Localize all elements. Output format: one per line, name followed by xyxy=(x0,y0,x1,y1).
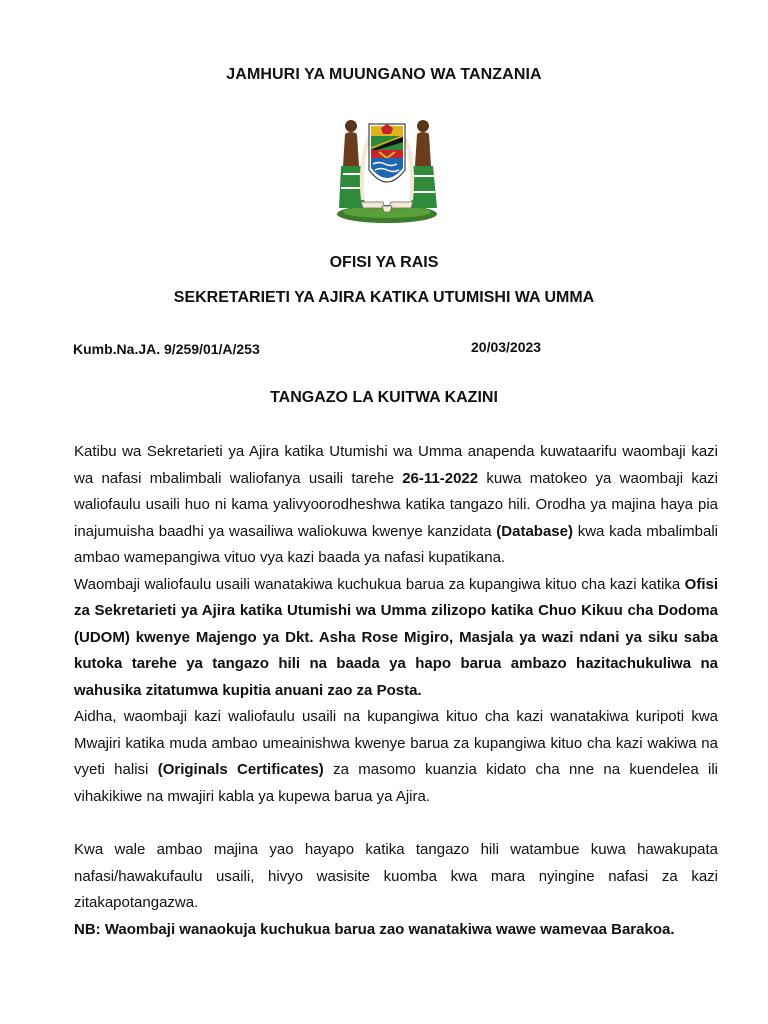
paragraph-results: Katibu wa Sekretarieti ya Ajira katika Utumishi wa Umma anapenda kuwataarifu waombaji kazi wa nafasi mbalimbali waliofanya usaili tarehe 26-11-2022 kuwa matokeo ya waombaji kazi waliofaulu usaili huo ni kama yalivyoorodheshwa katika tangazo hili. Orodha ya majina haya pia inajumuisha baadhi ya wasailiwa waliokuwa kwenye kanzidata (Database) kwa kada mbalimbali ambao wamepangiwa vituo vya kazi baada ya nafasi kupatikana. xyxy=(74,443,718,566)
office-heading: OFISI YA RAIS xyxy=(329,254,439,271)
reference-number: Kumb.Na.JA. 9/259/01/A/253 xyxy=(73,341,260,357)
coat-of-arms-icon xyxy=(325,104,449,228)
paragraph-not-selected: Kwa wale ambao majina yao hayapo katika tangazo hili watambue kuwa hawakupata nafasi/hawakufaulu usaili, hivyo wasisite kuomba kwa mara nyingine nafasi za kazi zitakapotangazwa. xyxy=(74,841,718,911)
secretariat-heading: SEKRETARIETI YA AJIRA KATIKA UTUMISHI WA UMMA xyxy=(173,289,595,306)
country-heading: JAMHURI YA MUUNGANO WA TANZANIA xyxy=(226,66,542,83)
interview-date: 26-11-2022 xyxy=(402,469,479,487)
collection-location: Ofisi za Sekretarieti ya Ajira katika Utumishi wa Umma zilizopo katika Chuo Kikuu cha Dodoma (UDOM) kwenye Majengo ya Dkt. Asha Rose Migiro, Masjala ya wazi ndani ya siku saba kutoka tarehe ya tangazo hili na baada ya hapo barua ambazo hazitachukuliwa na wahusika zitatumwa kupitia anuani zao za Posta. xyxy=(74,575,718,699)
document-date: 20/03/2023 xyxy=(471,339,542,355)
certificates-term: (Originals Certificates) xyxy=(157,761,324,778)
nb-note: NB: Waombaji wanaokuja kuchukua barua zao wanatakiwa wawe wamevaa Barakoa. xyxy=(74,920,675,938)
notice-body xyxy=(74,439,718,943)
paragraph-collection: Waombaji waliofaulu usaili wanatakiwa kuchukua barua za kupangiwa kituo cha kazi katika Ofisi za Sekretarieti ya Ajira katika Utumishi wa Umma zilizopo katika Chuo Kikuu cha Dodoma (UDOM) kwenye Majengo ya Dkt. Asha Rose Migiro, Masjala ya wazi ndani ya siku saba kutoka tarehe ya tangazo hili na baada ya hapo barua ambazo hazitachukuliwa na wahusika zitatumwa kupitia anuani zao za Posta. xyxy=(74,575,718,699)
paragraph-reporting: Aidha, waombaji kazi waliofaulu usaili na kupangiwa kituo cha kazi wanatakiwa kuripoti kwa Mwajiri katika muda ambao umeainishwa kwenye barua za kupangiwa kituo cha kazi wakiwa na vyeti halisi (Originals Certificates) za masomo kuanzia kidato cha nne na kuendelea ili vihakikiwe na mwajiri kabla ya kupewa barua ya Ajira. xyxy=(74,708,718,805)
notice-title: TANGAZO LA KUITWA KAZINI xyxy=(270,389,498,406)
database-term: (Database) xyxy=(496,522,573,540)
